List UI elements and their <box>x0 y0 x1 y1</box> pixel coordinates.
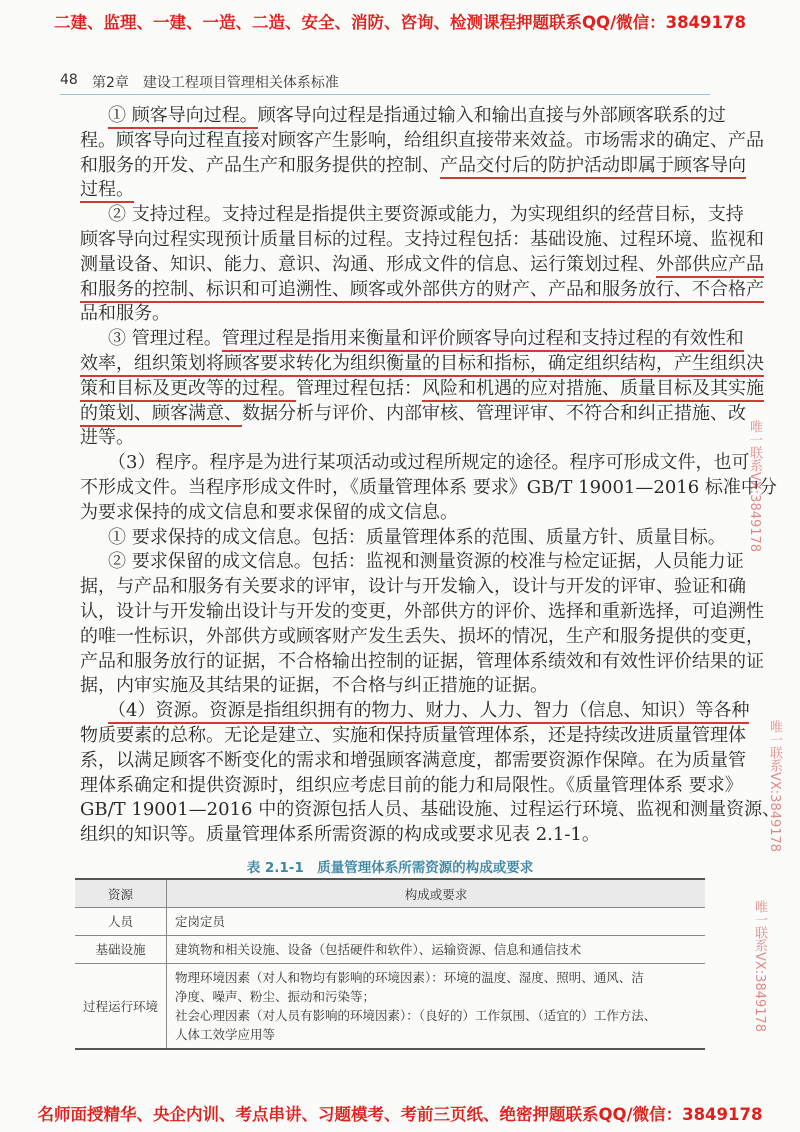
text-line <box>80 402 746 427</box>
underlined-text: 外部供应产品 <box>656 254 764 278</box>
text-line <box>80 749 746 774</box>
requirement-line: 净度、噪声、粉尘、振动和污染等； <box>175 989 376 1004</box>
text-segment: 和服务的开发、产品生产和服务提供的控制、 <box>80 154 440 176</box>
text-segment: 管理过程包括： <box>296 377 422 399</box>
text-line <box>80 203 744 228</box>
requirement-line: 定岗定员 <box>175 914 226 929</box>
underlined-text: 效率，组织策划将顾客要求转化为组织衡量的目标和指标，确定组织结构，产生组织决 <box>80 353 764 377</box>
paragraph <box>80 550 764 699</box>
text-line <box>80 575 746 600</box>
requirement-line: 建筑物和相关设施、设备（包括硬件和软件）、运输资源、信息和通信技术 <box>175 942 582 957</box>
text-segment: 不形成文件。当程序形成文件时，《质量管理体系 要求》GB/T 19001—2016 标准中分 <box>80 476 777 498</box>
text-segment: 品和服务。 <box>80 303 170 325</box>
text-line <box>80 327 744 352</box>
text-line <box>80 724 746 749</box>
text-line <box>80 600 764 625</box>
requirement-line: 物理环境因素（对人和物均有影响的环境因素）：环境的温度、湿度、照明、通风、洁 <box>175 970 644 985</box>
text-line <box>80 154 746 179</box>
text-segment: 顾客导向过程是指通过输入和输出直接与外部顾客联系的过 <box>257 105 726 126</box>
underlined-text: 风险和机遇的应对措施、质量目标及其实施 <box>422 378 764 402</box>
requirement-line: 社会心理因素（对人员有影响的环境因素）：（良好的）工作氛围、（适宜的）工作方法、 <box>175 1008 657 1023</box>
text-line <box>80 625 764 650</box>
requirement-line: 人体工效学应用等 <box>175 1027 276 1042</box>
table-header-row <box>75 879 705 908</box>
underlined-text: 产品交付后的防护活动即属于顾客导向 <box>440 155 746 179</box>
text-segment: 物质要素的总称。无论是建立、实施和保持质量管理体系，还是持续改进质量管理体 <box>80 724 746 746</box>
column-header-resource: 资源 <box>75 879 167 908</box>
text-line <box>80 774 743 799</box>
text-segment: （3）程序。程序是为进行某项活动或过程所规定的途径。程序可形成文件，也可 <box>108 452 750 474</box>
table-row <box>75 936 705 964</box>
text-segment: 产品和服务放行的证据，不合格输出控制的证据，管理体系绩效和有效性评价结果的证 <box>80 650 764 672</box>
resource-cell: 人员 <box>75 908 167 936</box>
text-line <box>80 650 764 675</box>
underlined-text: 的策划、顾客满意、 <box>80 403 242 427</box>
text-line <box>80 129 764 154</box>
text-segment: GB/T 19001—2016 中的资源包括人员、基础设施、过程运行环境、监视和测量资源、 <box>80 799 781 821</box>
text-line <box>80 798 781 823</box>
underlined-text: （4）资源。资源是指组织拥有的物力、财力、人力、智力（信息、知识）等各种 <box>108 700 749 724</box>
text-segment: ③ 管理过程。 <box>108 328 222 350</box>
text-segment: 理体系确定和提供资源时，组织应考虑目前的能力和局限性。《质量管理体系 要求》 <box>80 774 743 796</box>
watermark: 唯一联系VX:3849178 <box>767 720 782 853</box>
text-segment: ② 支持过程。支持过程是指提供主要资源或能力，为实现组织的经营目标，支持 <box>108 204 744 226</box>
table-caption: 表 2.1-1 质量管理体系所需资源的构成或要求 <box>246 860 534 876</box>
text-line <box>80 699 750 724</box>
requirement-cell <box>167 964 705 1050</box>
text-segment: 顾客导向过程实现预计质量目标的过程。支持过程包括：基础设施、过程环境、监视和 <box>80 228 764 250</box>
paragraph <box>80 327 764 451</box>
underlined-text: 管理过程是指用来衡量和评价顾客导向过程和支持过程的有效性和 <box>222 328 744 352</box>
text-line <box>80 352 764 377</box>
watermark: 唯一联系VX:3849178 <box>747 420 762 553</box>
underlined-text: 和服务的控制、标识和可追溯性、顾客或外部供方的财产、产品和服务放行、不合格产 <box>80 279 764 303</box>
table-row <box>75 964 705 1050</box>
text-segment: 认，设计与开发输出设计与开发的变更，外部供方的评价、选择和重新选择，可追溯性 <box>80 600 764 622</box>
chapter-title: 第2章 建设工程项目管理相关体系标准 <box>92 75 339 91</box>
text-segment: 组织的知识等。质量管理体系所需资源的构成或要求见表 2.1-1。 <box>80 824 600 846</box>
text-line <box>80 501 706 526</box>
underlined-text: 策和目标及更改等的过程。 <box>80 378 296 402</box>
text-line <box>80 526 726 551</box>
resource-table <box>75 878 705 1050</box>
text-segment: 程。顾客导向过程直接对顾客产生影响，给组织直接带来效益。市场需求的确定、产品 <box>80 129 764 151</box>
underlined-text: 过程。 <box>80 179 134 203</box>
text-segment: ① 要求保持的成文信息。包括：质量管理体系的范围、质量方针、质量目标。 <box>108 526 726 548</box>
text-line <box>80 302 706 327</box>
text-line <box>80 228 764 253</box>
top-promo-banner: 二建、监理、一建、一造、二造、安全、消防、咨询、检测课程押题联系QQ/微信：3849178 <box>54 13 746 32</box>
page-number: 48 <box>60 72 78 88</box>
text-line <box>80 823 706 848</box>
underlined-text: ① 顾客导向过程。 <box>108 105 258 129</box>
resource-cell: 基础设施 <box>75 936 167 964</box>
text-line <box>80 476 777 501</box>
column-header-requirement: 构成或要求 <box>167 879 705 908</box>
paragraph <box>80 526 726 551</box>
text-line <box>80 377 764 402</box>
text-segment: 据，内审实施及其结果的证据，不合格与纠正措施的证据。 <box>80 675 548 697</box>
text-line <box>80 451 750 476</box>
text-segment: 数据分析与评价、内部审核、管理评审、不符合和纠正措施、改 <box>242 402 746 424</box>
table-row <box>75 908 705 936</box>
bottom-promo-banner: 名师面授精华、央企内训、考点串讲、习题模考、考前三页纸、绝密押题联系QQ/微信：3849178 <box>37 1105 763 1124</box>
watermark: 唯一联系VX:3849178 <box>752 900 767 1033</box>
text-segment: 测量设备、知识、能力、意识、沟通、形成文件的信息、运行策划过程、 <box>80 253 656 275</box>
text-segment: 为要求保持的成文信息和要求保留的成文信息。 <box>80 501 458 523</box>
running-header <box>60 72 710 95</box>
text-segment: 的唯一性标识，外部供方或顾客财产发生丢失、损坏的情况，生产和服务提供的变更， <box>80 625 764 647</box>
text-segment: 据，与产品和服务有关要求的评审，设计与开发输入，设计与开发的评审、验证和确 <box>80 576 746 598</box>
requirement-cell <box>167 908 705 936</box>
text-segment: 进等。 <box>80 427 134 449</box>
text-line <box>80 278 764 303</box>
paragraph <box>80 203 764 327</box>
text-segment: 系，以满足顾客不断变化的需求和增强顾客满意度，都需要资源作保障。在为质量管 <box>80 749 746 771</box>
text-line <box>80 426 706 451</box>
text-line <box>80 104 726 129</box>
text-line <box>80 178 706 203</box>
text-segment: ② 要求保留的成文信息。包括：监视和测量资源的校准与检定证据，人员能力证 <box>108 551 744 573</box>
text-line <box>80 253 764 278</box>
resource-cell: 过程运行环境 <box>75 964 167 1050</box>
requirement-cell <box>167 936 705 964</box>
text-line <box>80 674 706 699</box>
text-line <box>80 550 744 575</box>
paragraph <box>80 104 764 203</box>
